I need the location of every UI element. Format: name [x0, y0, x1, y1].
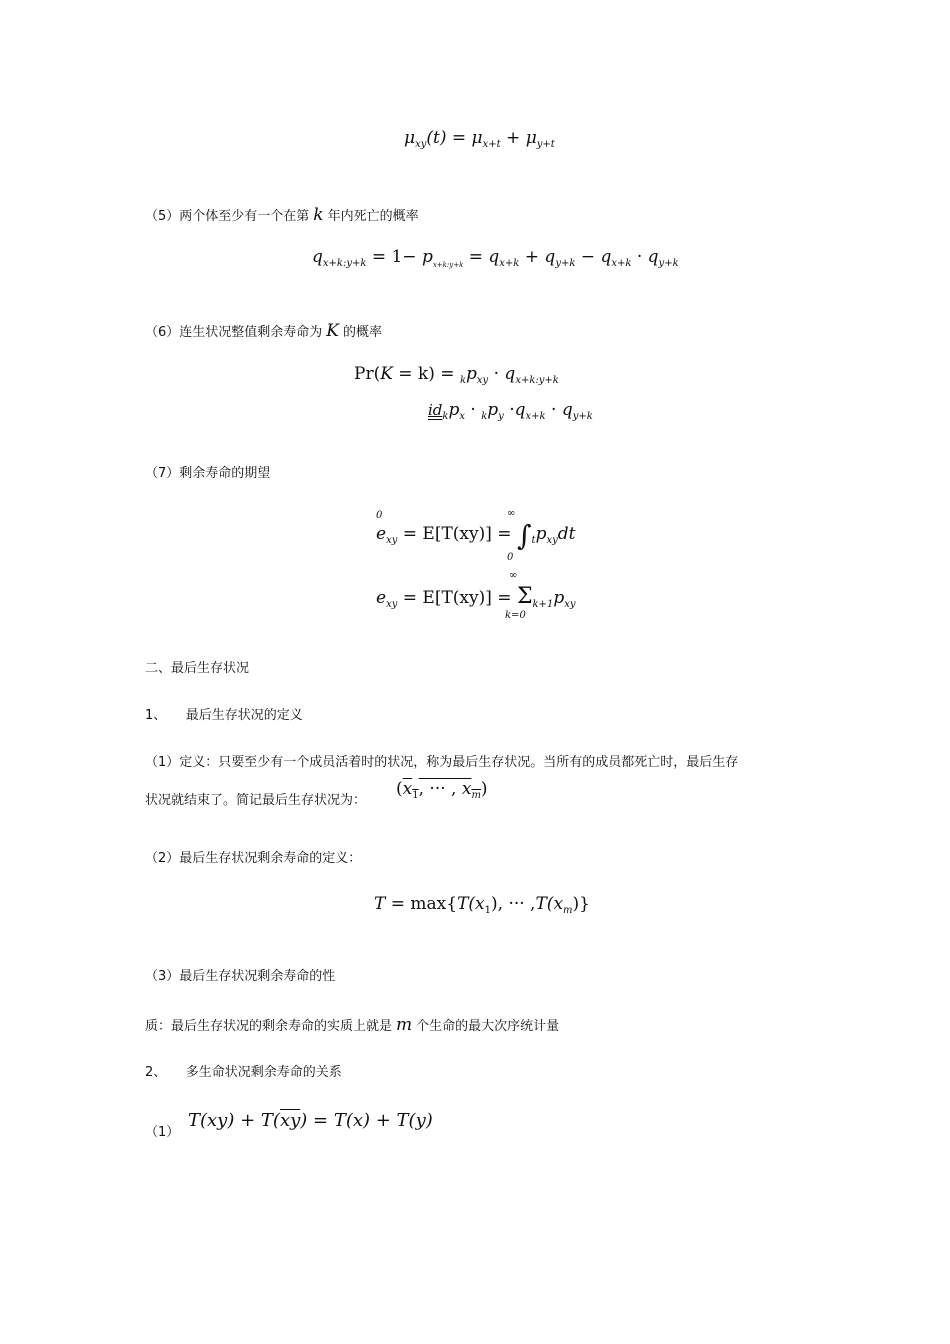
formula-max-lifetime: $T = \max\{T(x_1)$, ··· $,T(x_m)$}: [374, 894, 590, 916]
definition-line-1: （1）定义：只要至少有一个成员活着时的状况，称为最后生存状况。当所有的成员都死亡时，最后生存: [145, 755, 739, 770]
property-3-text: （3）最后生存状况剩余寿命的性: [145, 969, 336, 984]
item-7-text: （7）剩余寿命的期望: [145, 466, 271, 481]
formula-curtate-expectation: ∞ k=0 $e_{xy} = E[T(xy)] = \Sigma_{k+1}p_{xy}$: [376, 570, 576, 621]
relation-1-label: （1）: [145, 1125, 180, 1140]
item-6-text: （6）连生状况整值剩余寿命为 K 的概率: [145, 321, 382, 341]
definition-2-text: （2）最后生存状况剩余寿命的定义：: [145, 851, 362, 866]
item-5-text: （5）两个体至少有一个在第 k 年内死亡的概率: [145, 205, 419, 225]
section-heading-last-survivor: 二、最后生存状况: [145, 661, 250, 676]
formula-complete-expectation: 0 ∞ 0 $e_{xy} = E[T(xy)] = \int_tp_{xy}dt$: [376, 508, 576, 563]
subsection-1-heading: 1、 最后生存状况的定义: [145, 708, 303, 723]
formula-last-survivor-status: ($x_1$, ··· , $x_m$): [396, 779, 488, 801]
formula-pr-k: $Pr(K = k) = _kp_{xy} \cdot q_{x+k:y+k}$: [354, 364, 559, 386]
subsection-2-heading: 2、 多生命状况剩余寿命的关系: [145, 1065, 342, 1080]
formula-relation-1: $T(xy) + T(\overline{xy}) = T(x) + T(y)$: [188, 1110, 433, 1131]
formula-pr-k-independent: $id_kp_x \cdot _kp_y \cdot q_{x+k} \cdot q_{y+k}$: [428, 400, 593, 422]
property-3-continuation: 质：最后生存状况的剩余寿命的实质上就是 m 个生命的最大次序统计量: [145, 1015, 560, 1035]
formula-probability-death: $q_{x+k:y+k} = 1- p_{x+k:y+k} = q_{x+k} + q_{y+k} - q_{x+k} \cdot q_{y+k}$: [312, 247, 679, 269]
definition-line-2: 状况就结束了。简记最后生存状况为：: [145, 793, 367, 808]
formula-force-of-mortality: $\mu_{xy}(t) = \mu_{x+t} + \mu_{y+t}$: [404, 128, 555, 150]
